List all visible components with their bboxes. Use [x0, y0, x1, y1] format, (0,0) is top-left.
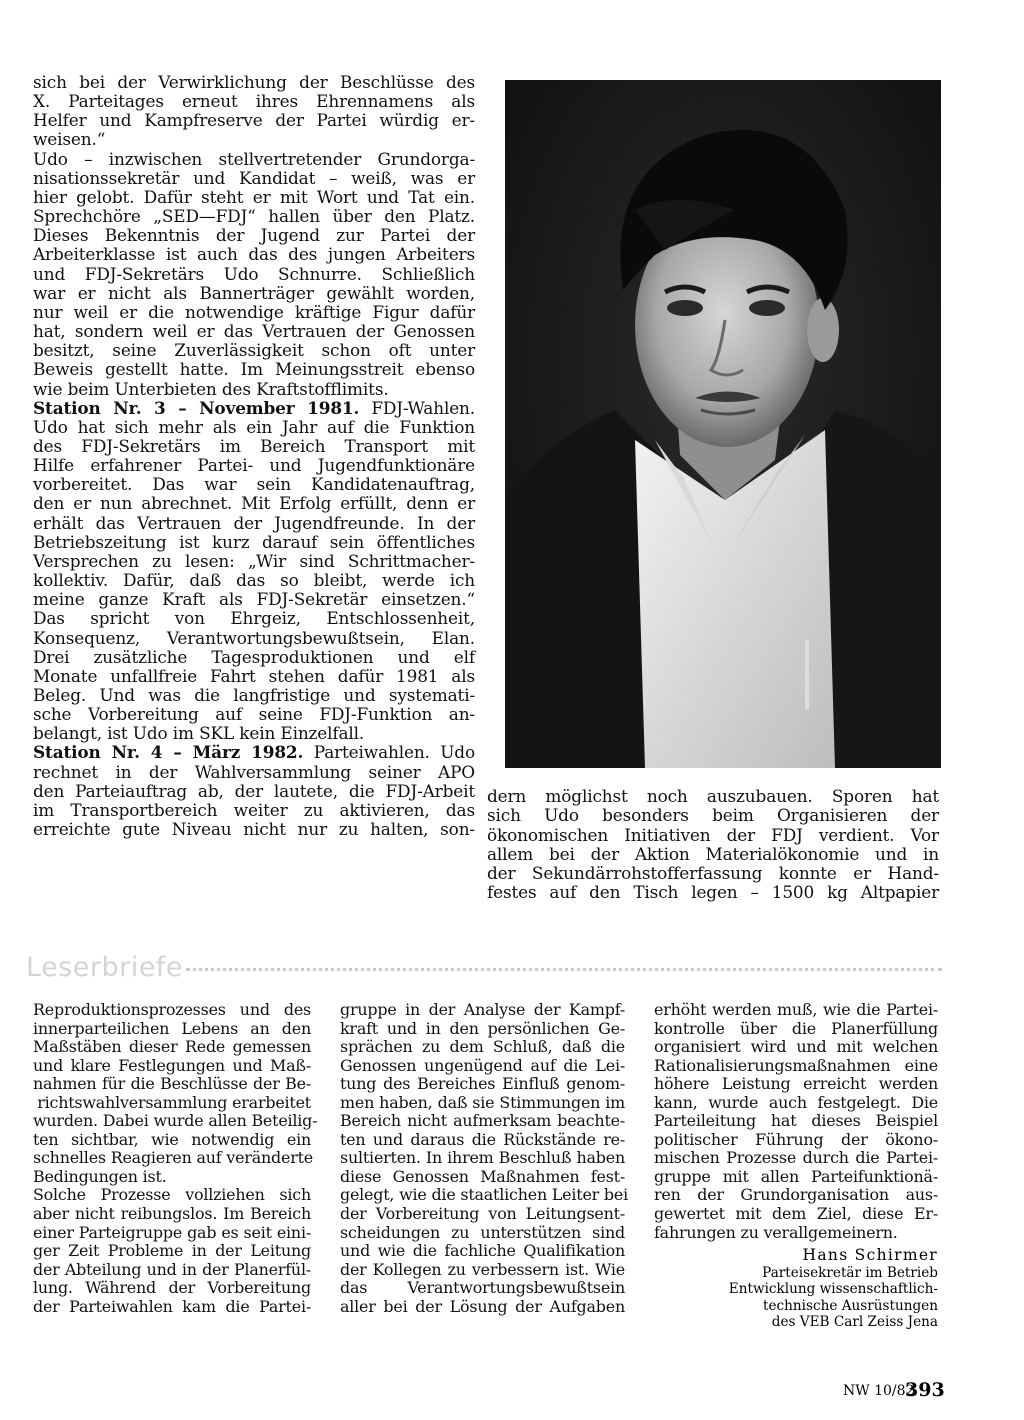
section-header — [26, 950, 942, 990]
author-affiliation — [654, 1265, 938, 1331]
section-title: Leserbriefe — [26, 952, 183, 983]
text-line: organisiert wird und mit welchen — [654, 1037, 938, 1057]
text-line: allem bei der Aktion Materialökonomie und in — [487, 843, 939, 864]
text-line: politischer Führung der ökono- — [654, 1129, 938, 1149]
text-line: nisationssekretär und Kandidat – weiß, was er — [33, 167, 475, 188]
text-line: Solche Prozesse vollziehen sich — [33, 1185, 311, 1205]
text-line: höhere Leistung erreicht werden — [654, 1074, 938, 1094]
text-line: wie beim Unterbieten des Kraftstofflimits. — [33, 378, 389, 399]
text-line: den Parteiauftrag ab, der lautete, die FDJ-Arbeit — [33, 780, 475, 801]
text-line: weisen.“ — [33, 129, 106, 150]
text-line: Rationalisierungsmaßnahmen eine — [654, 1055, 938, 1075]
text-line: Betriebszeitung ist kurz darauf sein öffentliches — [33, 531, 475, 552]
text-line — [33, 399, 475, 418]
text-line: erreichte gute Niveau nicht nur zu halten, son- — [33, 819, 475, 840]
text-line: und wie die fachliche Qualifikation — [340, 1241, 625, 1261]
text-line: X. Parteitages erneut ihres Ehrennamens als — [33, 91, 475, 112]
text-line: gelegt, wie die staatlichen Leiter bei — [340, 1185, 628, 1205]
text-line — [33, 743, 475, 762]
text-line: war er nicht als Bannerträger gewählt worden, — [33, 282, 475, 303]
text-line: Das spricht von Ehrgeiz, Entschlossenheit, — [33, 608, 475, 629]
author-role-line: Entwicklung wissenschaftlich- — [728, 1281, 938, 1298]
author-role-line: technische Ausrüstungen — [763, 1297, 938, 1314]
article-right-column — [487, 787, 939, 903]
text-line: aber nicht reibungslos. Im Bereich — [33, 1204, 311, 1224]
text-line: der Parteiwahlen kam die Partei- — [33, 1296, 311, 1316]
text-line: der Sekundärrohstofferfassung konnte er Hand- — [487, 863, 939, 884]
portrait-illustration — [505, 80, 941, 768]
text-line: aller bei der Lösung der Aufgaben — [340, 1296, 625, 1316]
text-line: nur weil er die notwendige kräftige Figur dafür — [33, 301, 475, 322]
text-line: Dieses Bekenntnis der Jugend zur Partei der — [33, 225, 475, 246]
text-line: kollektiv. Dafür, daß das so bleibt, werde ich — [33, 570, 475, 591]
text-line: Hilfe erfahrener Partei- und Jugendfunktionäre — [33, 455, 475, 476]
text-line: Bedingungen ist. — [33, 1166, 167, 1186]
text-line: dern möglichst noch auszubauen. Sporen hat — [487, 786, 939, 806]
text-line: sich Udo besonders beim Organisieren der — [487, 805, 939, 826]
letter-column-2 — [340, 1000, 628, 1316]
text-line: sultierten. In ihrem Beschluß haben — [340, 1148, 625, 1168]
text-line: fahrungen zu verallgemeinern. — [654, 1222, 898, 1242]
text-line: rechnet in der Wahlversammlung seiner APO — [33, 761, 475, 782]
text-line: sich bei der Verwirklichung der Beschlüsse des — [33, 72, 475, 92]
text-line: Helfer und Kampfreserve der Partei würdig er- — [33, 110, 475, 131]
text-line: innerparteilichen Lebens an den — [33, 1018, 311, 1038]
text-line: Parteileitung hat dieses Beispiel — [654, 1111, 938, 1131]
text-line: gewertet mit dem Ziel, diese Er- — [654, 1204, 938, 1224]
author-role-line: Parteisekretär im Betrieb — [762, 1265, 938, 1281]
station-heading: Station Nr. 4 – März 1982. — [33, 742, 304, 763]
text-line: ökonomischen Initiativen der FDJ verdient. Vor — [487, 824, 939, 845]
text-line: tung des Bereiches Einfluß genom- — [340, 1074, 625, 1094]
text-line: ren der Grundorganisation aus- — [654, 1185, 938, 1205]
text-line: vorbereitet. Das war sein Kandidatenauftrag, — [33, 474, 475, 495]
text-line: den er nun abrechnet. Mit Erfolg erfüllt, denn er — [33, 493, 475, 514]
text-line: Beweis gestellt hatte. Im Meinungsstreit ebenso — [33, 359, 475, 380]
author-role-line: des VEB Carl Zeiss Jena — [771, 1314, 938, 1331]
author-name: Hans Schirmer — [802, 1246, 938, 1264]
text-line: Genossen ungenügend auf die Lei- — [340, 1055, 625, 1075]
text-line: erhöht werden muß, wie die Partei- — [654, 1000, 938, 1019]
text-line: Bereich nicht aufmerksam beachte- — [340, 1111, 625, 1131]
text-line: ten und daraus die Rückstände re- — [340, 1129, 625, 1149]
text-line: ger Zeit Probleme in der Leitung — [33, 1241, 311, 1261]
text-line: Reproduktionsprozesses und des — [33, 1000, 311, 1019]
text-line: Konsequenz, Verantwortungsbewußtsein, Elan. — [33, 627, 475, 648]
article-left-column — [33, 73, 475, 839]
text-line: scheidungen zu unterstützen sind — [340, 1222, 625, 1242]
text-line: hat, sondern weil er das Vertrauen der Genossen — [33, 321, 475, 342]
text-line: das Verantwortungsbewußtsein — [340, 1278, 625, 1298]
text-line: der Vorbereitung von Leitungsent- — [340, 1204, 625, 1224]
text-line: kontrolle über die Planerfüllung — [654, 1018, 938, 1038]
text-line: Versprechen zu lesen: „Wir sind Schrittmacher- — [33, 550, 475, 571]
text-line: Sprechchöre „SED—FDJ“ hallen über den Platz. — [33, 206, 475, 227]
text-line: nahmen für die Beschlüsse der Be- — [33, 1074, 311, 1094]
text-line: schnelles Reagieren auf veränderte — [33, 1148, 313, 1168]
text-line: der Kollegen zu verbessern ist. Wie — [340, 1259, 625, 1279]
text-line: festes auf den Tisch legen – 1500 kg Altpapier — [487, 882, 939, 903]
text-line: einer Parteigruppe gab es seit eini- — [33, 1222, 311, 1242]
text-line: und FDJ-Sekretärs Udo Schnurre. Schließlich — [33, 263, 475, 284]
issue-label: NW 10/82 — [843, 1383, 915, 1399]
text-line: lung. Während der Vorbereitung — [33, 1278, 311, 1298]
text-line: und klare Festlegungen und Maß- — [33, 1055, 311, 1075]
text-line: der Abteilung und in der Planerfül- — [33, 1259, 311, 1279]
letter-column-3 — [654, 1001, 938, 1242]
text-line: belangt, ist Udo im SKL kein Einzelfall. — [33, 723, 365, 744]
text-line: kraft und in den persönlichen Ge- — [340, 1018, 625, 1038]
text-line: men haben, daß sie Stimmungen im — [340, 1092, 625, 1112]
text-line: Udo hat sich mehr als ein Jahr auf die Funktion — [33, 416, 475, 437]
letter-column-1 — [33, 1000, 318, 1316]
text-line: Monate unfallfreie Fahrt stehen dafür 1981 als — [33, 665, 475, 686]
line-text: FDJ-Wahlen. — [359, 397, 475, 418]
text-line: sche Vorbereitung auf seine FDJ-Funktion an- — [33, 704, 475, 725]
text-line: diese Genossen Maßnahmen fest- — [340, 1166, 625, 1186]
text-line: Udo – inzwischen stellvertretender Grundorga- — [33, 148, 475, 169]
text-line: hier gelobt. Dafür steht er mit Wort und Tat ein. — [33, 186, 475, 207]
text-line: Arbeiterklasse ist auch das des jungen Arbeiters — [33, 244, 475, 265]
text-line: des FDJ-Sekretärs im Bereich Transport mit — [33, 435, 475, 456]
text-line: im Transportbereich weiter zu aktivieren, das — [33, 799, 475, 820]
text-line: ten sichtbar, wie notwendig ein — [33, 1129, 311, 1149]
text-line: richtswahlversammlung erarbeitet — [37, 1092, 311, 1112]
text-line: mischen Prozesse durch die Partei- — [654, 1148, 938, 1168]
station-heading: Station Nr. 3 – November 1981. — [33, 397, 360, 418]
section-divider — [186, 968, 942, 971]
text-line: gruppe mit allen Parteifunktionä- — [654, 1166, 938, 1186]
text-line: erhält das Vertrauen der Jugendfreunde. In der — [33, 512, 475, 533]
text-line: gruppe in der Analyse der Kampf- — [340, 1000, 625, 1019]
text-line: besitzt, seine Zuverlässigkeit schon oft unter — [33, 340, 475, 361]
portrait-photo — [505, 80, 941, 768]
page-number: 393 — [905, 1379, 945, 1401]
text-line: sprächen zu dem Schluß, daß die — [340, 1037, 625, 1057]
text-line: Beleg. Und was die langfristige und systemati- — [33, 685, 475, 705]
text-line: Maßstäben dieser Rede gemessen — [33, 1037, 311, 1057]
line-text: Parteiwahlen. Udo — [303, 742, 475, 763]
text-line: kann, wurde auch festgelegt. Die — [654, 1092, 938, 1112]
text-line: wurden. Dabei wurde allen Beteilig- — [33, 1111, 318, 1131]
text-line: meine ganze Kraft als FDJ-Sekretär einsetzen.“ — [33, 589, 475, 610]
text-line: Drei zusätzliche Tagesproduktionen und elf — [33, 646, 475, 667]
